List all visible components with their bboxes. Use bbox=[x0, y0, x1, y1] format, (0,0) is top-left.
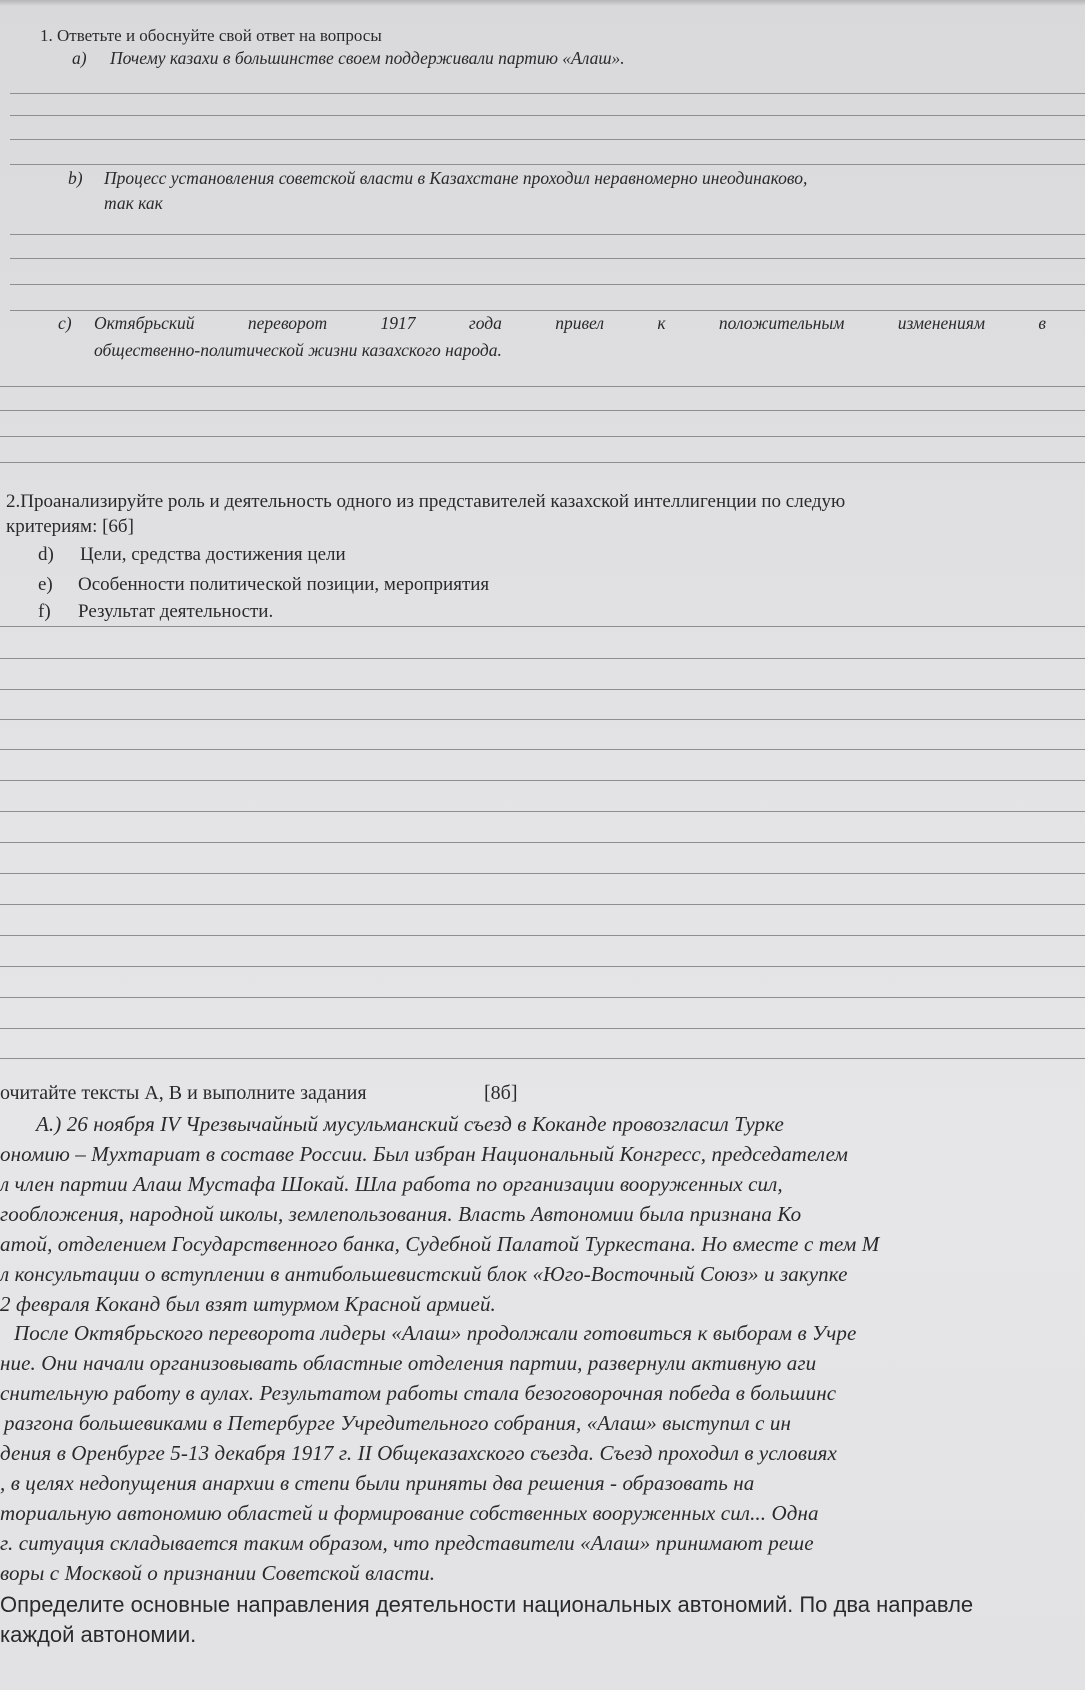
text-a-line: л член партии Алаш Мустафа Шокай. Шла работа по организации вооруженных сил, bbox=[0, 1172, 783, 1196]
question-1c-word: привел bbox=[555, 313, 604, 333]
question-1c-marker: c) bbox=[58, 313, 72, 333]
answer-line bbox=[10, 115, 1085, 116]
question-1b-marker: b) bbox=[68, 168, 83, 188]
answer-line bbox=[10, 258, 1085, 259]
answer-line bbox=[0, 1058, 1085, 1059]
text-b-line: После Октябрьского переворота лидеры «Алаш» продолжали готовиться к выборам в Учре bbox=[14, 1321, 857, 1345]
question-1c-word: переворот bbox=[247, 313, 328, 333]
question-1b-text: Процесс установления советской власти в Казахстане проходил неравномерно инеодинаково, bbox=[104, 168, 808, 188]
criterion-f-text: Результат деятельности. bbox=[78, 601, 274, 622]
answer-line bbox=[0, 658, 1085, 659]
question-3-task: Определите основные направления деятельности национальных автономий. По два направле bbox=[0, 1592, 974, 1617]
question-1c-word: года bbox=[468, 313, 502, 333]
answer-line bbox=[10, 139, 1085, 140]
criterion-d-text: Цели, средства достижения цели bbox=[80, 544, 346, 565]
question-1a-text: Почему казахи в большинстве своем поддерживали партию «Алаш». bbox=[110, 48, 625, 68]
question-1c-word: положительным bbox=[718, 313, 845, 333]
criterion-f-marker: f) bbox=[38, 601, 51, 622]
answer-line bbox=[0, 749, 1085, 750]
answer-line bbox=[0, 410, 1085, 411]
text-b-line: г. ситуация складывается таким образом, что представители «Алаш» принимают реше bbox=[0, 1531, 814, 1555]
question-1c-text bbox=[94, 313, 1046, 334]
text-b-line: ториальную автономию областей и формирование собственных вооруженных сил... Одна bbox=[0, 1501, 819, 1525]
question-2-title-cont: критериям: [6б] bbox=[6, 516, 134, 537]
question-1c-text-cont: общественно-политической жизни казахского народа. bbox=[94, 340, 502, 360]
question-3-title: очитайте тексты А, В и выполните задания bbox=[0, 1082, 367, 1104]
answer-line bbox=[10, 93, 1085, 94]
criterion-e-marker: e) bbox=[38, 574, 53, 595]
page-top-edge bbox=[0, 0, 1085, 6]
answer-line bbox=[0, 386, 1085, 387]
text-a-line: ономию – Мухтариат в составе России. Был избран Национальный Конгресс, председателем bbox=[0, 1142, 849, 1166]
answer-line bbox=[0, 626, 1085, 627]
question-1c-word: 1917 bbox=[380, 313, 416, 333]
text-a-line: л консультации о вступлении в антибольшевистский блок «Юго-Восточный Союз» и закупке bbox=[0, 1262, 848, 1286]
answer-line bbox=[0, 966, 1085, 967]
answer-line bbox=[10, 310, 1085, 311]
answer-line bbox=[0, 719, 1085, 720]
answer-line bbox=[0, 436, 1085, 437]
answer-line bbox=[10, 234, 1085, 235]
answer-line bbox=[0, 780, 1085, 781]
answer-line bbox=[0, 904, 1085, 905]
answer-line bbox=[10, 284, 1085, 285]
answer-line bbox=[0, 689, 1085, 690]
text-a-line: А.) 26 ноября IV Чрезвычайный мусульманский съезд в Коканде провозгласил Турке bbox=[36, 1112, 784, 1136]
question-1a-marker: a) bbox=[72, 48, 87, 68]
question-1c-word: Октябрьский bbox=[94, 313, 195, 333]
text-b-line: снительную работу в аулах. Результатом работы стала безоговорочная победа в большинс bbox=[0, 1381, 837, 1405]
text-b-line: , в целях недопущения анархии в степи были приняты два решения - образовать на bbox=[0, 1471, 755, 1495]
question-1-title: 1. Ответьте и обоснуйте свой ответ на вопросы bbox=[40, 26, 382, 45]
answer-line bbox=[0, 811, 1085, 812]
answer-line bbox=[10, 164, 1085, 165]
answer-line bbox=[0, 997, 1085, 998]
text-a-line: 2 февраля Коканд был взят штурмом Красной армией. bbox=[0, 1292, 496, 1316]
criterion-d-marker: d) bbox=[38, 544, 54, 565]
criterion-e-text: Особенности политической позиции, мероприятия bbox=[78, 574, 490, 595]
question-1b-text-cont: так как bbox=[104, 193, 163, 213]
question-3-points: [8б] bbox=[484, 1082, 518, 1104]
question-1c-word: в bbox=[1038, 313, 1046, 333]
answer-line bbox=[0, 462, 1085, 463]
text-b-line: дения в Оренбурге 5-13 декабря 1917 г. II Общеказахского съезда. Съезд проходил в условиях bbox=[0, 1441, 837, 1465]
text-b-line: разгона большевиками в Петербурге Учредительного собрания, «Алаш» выступил с ин bbox=[4, 1411, 792, 1435]
question-1c-word: к bbox=[657, 313, 666, 333]
text-a-line: гообложения, народной школы, землепользования. Власть Автономии была признана Ко bbox=[0, 1202, 802, 1226]
answer-line bbox=[0, 842, 1085, 843]
text-b-line: ние. Они начали организовывать областные отделения партии, развернули активную аги bbox=[0, 1351, 817, 1375]
question-3-task-cont: каждой автономии. bbox=[0, 1622, 197, 1647]
text-a-line: атой, отделением Государственного банка, Судебной Палатой Туркестана. Но вместе с тем М bbox=[0, 1232, 880, 1256]
question-1c-word: изменениям bbox=[897, 313, 986, 333]
answer-line bbox=[0, 935, 1085, 936]
answer-line bbox=[0, 1028, 1085, 1029]
question-2-title: 2.Проанализируйте роль и деятельность одного из представителей казахской интеллигенции по следую bbox=[6, 491, 846, 512]
answer-line bbox=[0, 873, 1085, 874]
text-b-line: воры с Москвой о признании Советской власти. bbox=[0, 1561, 436, 1585]
